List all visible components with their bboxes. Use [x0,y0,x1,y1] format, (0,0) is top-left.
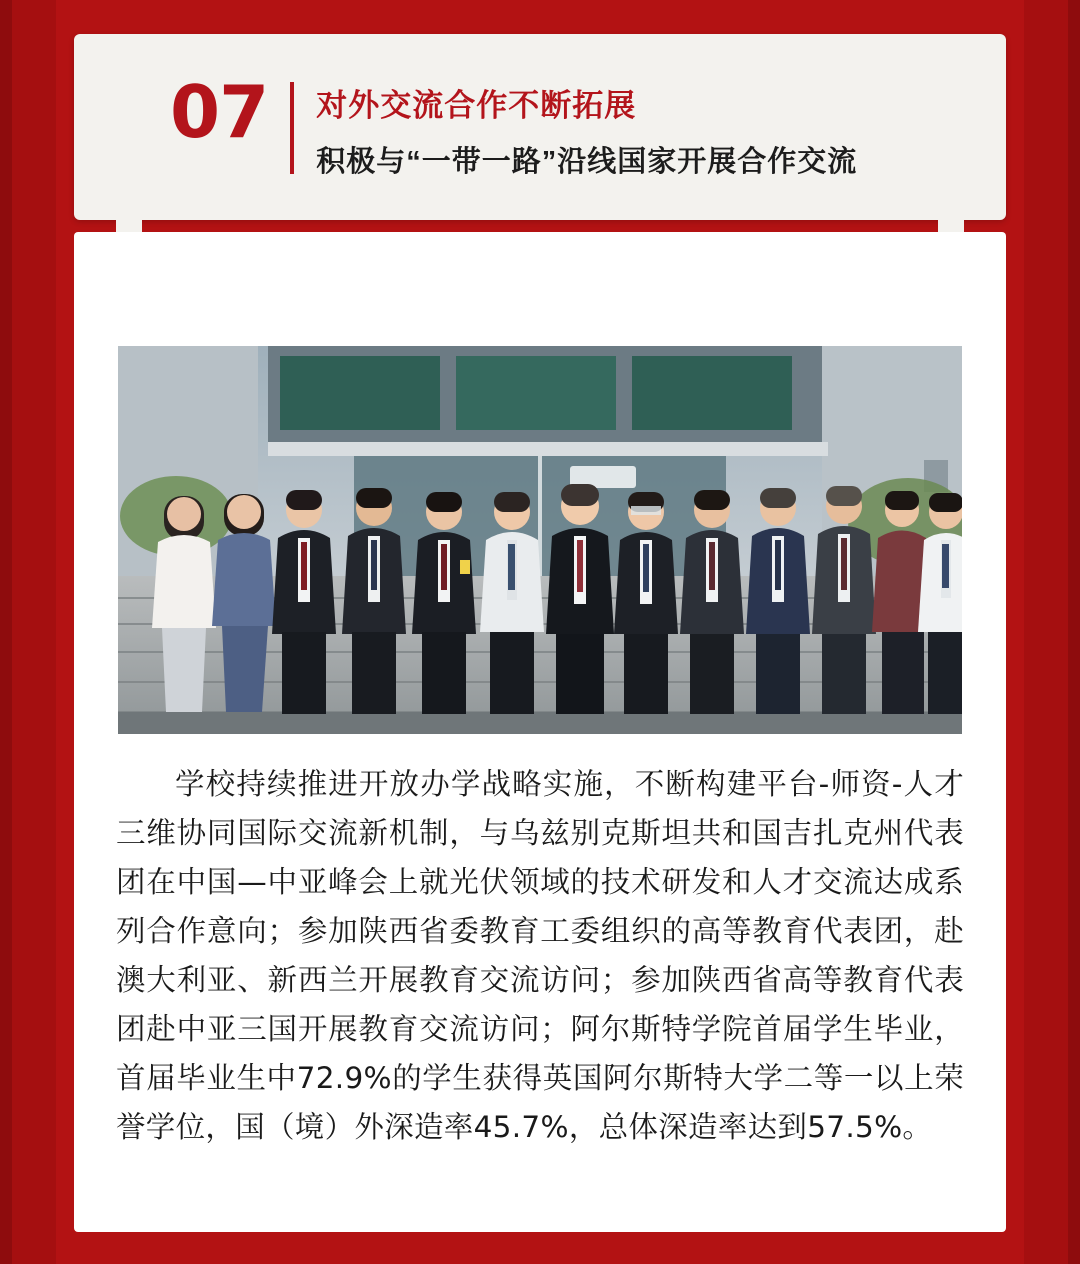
page-subtitle: 积极与“一带一路”沿线国家开展合作交流 [316,146,858,178]
header-content [170,70,858,180]
header-divider [290,82,294,174]
group-photo-illustration [118,346,962,734]
header-card [74,34,1006,220]
group-photo [118,346,962,734]
body-paragraph: 学校持续推进开放办学战略实施，不断构建平台-师资-人才三维协同国际交流新机制，与乌兹别克斯坦共和国吉扎克州代表团在中国—中亚峰会上就光伏领域的技术研发和人才交流达成系列合作意向；参加陕西省委教育工委组织的高等教育代表团，赴澳大利亚、新西兰开展教育交流访问；参加陕西省高等教育代表团赴中亚三国开展教育交流访问；阿尔斯特学院首届学生毕业，首届毕业生中72.9%的学生获得英国阿尔斯特大学二等一以上荣誉学位，国（境）外深造率45.7%，总体深造率达到57.5%。 [116,767,964,1144]
page-title: 对外交流合作不断拓展 [316,88,637,123]
section-number: 07 [170,70,269,154]
header-title-group [316,78,857,180]
content-card [74,232,1006,1232]
